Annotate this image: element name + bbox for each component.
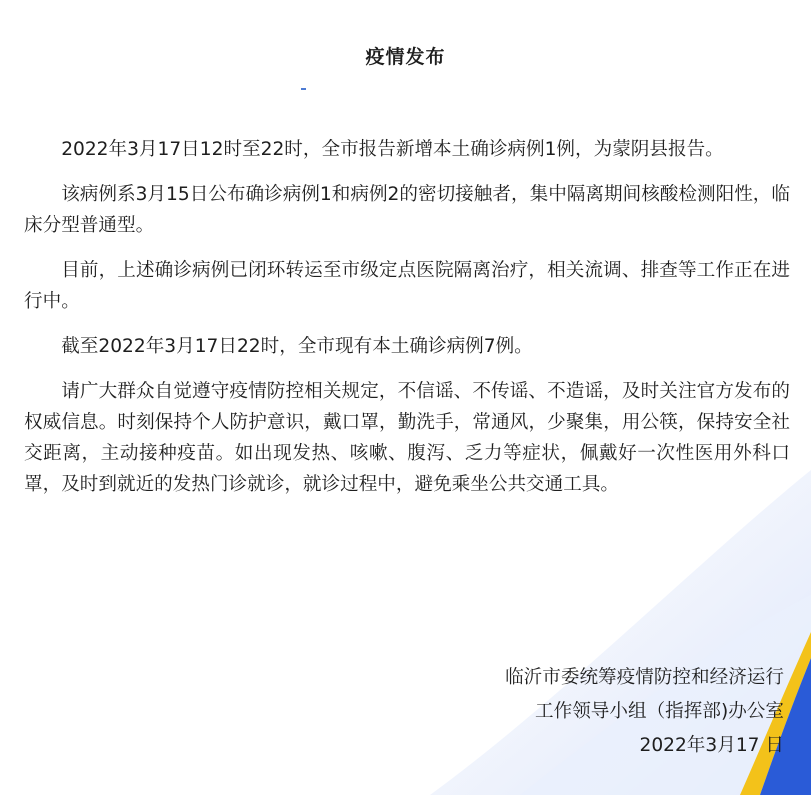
paragraph-total: 截至2022年3月17日22时，全市现有本土确诊病例7例。 xyxy=(61,336,533,357)
signature-org-line2: 工作领导小组（指挥部)办公室 xyxy=(535,701,784,722)
paragraph-treatment: 目前，上述确诊病例已闭环转运至市级定点医院隔离治疗，相关流调、排查等工作正在进行中。 xyxy=(24,260,790,312)
announcement-body xyxy=(24,134,790,514)
paragraph-new-case: 2022年3月17日12时至22时，全市报告新增本土确诊病例1例，为蒙阴县报告。 xyxy=(61,139,724,160)
signature-block xyxy=(505,661,784,763)
paragraph-advice: 请广大群众自觉遵守疫情防控相关规定，不信谣、不传谣、不造谣，及时关注官方发布的权威信息。时刻保持个人防护意识，戴口罩，勤洗手，常通风，少聚集，用公筷，保持安全社交距离，主动接种疫苗。如出现发热、咳嗽、腹泻、乏力等症状，佩戴好一次性医用外科口罩，及时到就近的发热门诊就诊，就诊过程中，避免乘坐公共交通工具。 xyxy=(24,381,790,495)
signature-org-line1: 临沂市委统筹疫情防控和经济运行 xyxy=(505,667,784,688)
title-underline-mark xyxy=(301,88,306,90)
signature-date: 2022年3月17 日 xyxy=(639,735,784,756)
paragraph-case-details: 该病例系3月15日公布确诊病例1和病例2的密切接触者，集中隔离期间核酸检测阳性，临床分型普通型。 xyxy=(24,184,790,236)
page-title: 疫情发布 xyxy=(365,46,446,68)
